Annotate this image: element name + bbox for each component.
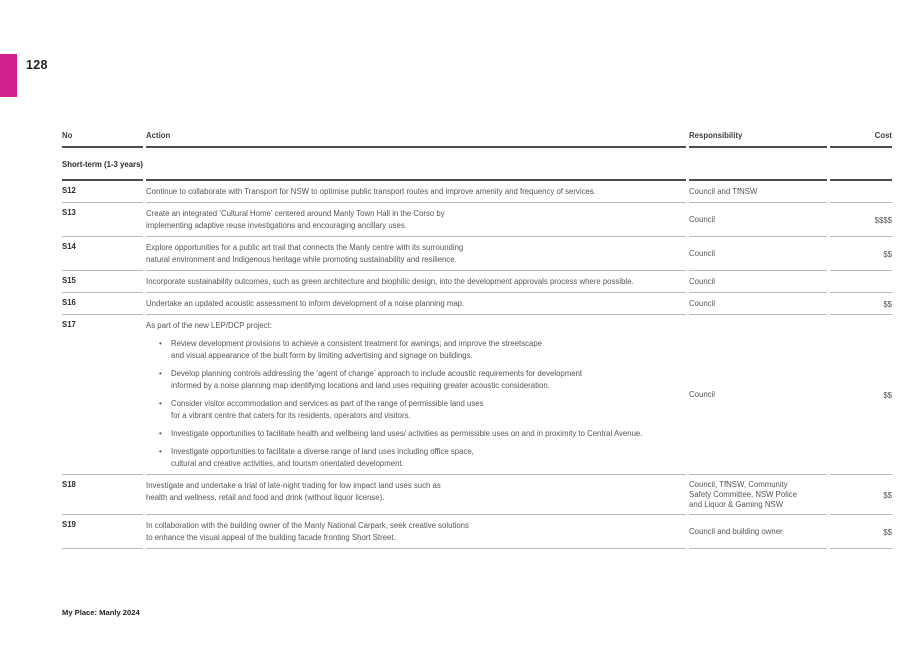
cost-cell: $$$$ [830,203,892,237]
section-label: Short-term (1-3 years) [62,160,144,169]
table-row [62,237,892,271]
row-number: S17 [62,315,143,475]
responsibility-text: Safety Committee, NSW Police [689,490,797,499]
bullet-text: • Investigate opportunities to facilitate a diverse range of land uses including office space, [171,447,474,456]
bullet-text: • Develop planning controls addressing the ‘agent of change’ approach to include acoustic requirements for development [171,369,583,378]
responsibility-text: Council [689,249,716,258]
row-number: S13 [62,203,143,237]
action-text: to enhance the visual appeal of the building facade fronting Short Street. [146,533,396,542]
action-text: Investigate and undertake a trial of late-night trading for low impact land uses such as [146,481,441,490]
action-text: In collaboration with the building owner of the Manly National Carpark, seek creative solutions [146,521,469,530]
action-cell [146,293,686,315]
responsibility-text: Council [689,299,716,308]
action-text: Create an integrated ‘Cultural Home’ centered around Manly Town Hall in the Corso by [146,209,445,218]
action-cell [146,515,686,549]
responsibility-text: and Liquor & Gaming NSW [689,500,784,509]
cost-cell: $$ [830,475,892,515]
responsibility-text: Council [689,215,716,224]
page-number: 128 [26,58,48,72]
responsibility-text: Council and building owner [689,527,783,536]
footer-text: My Place: Manly 2024 [62,608,140,617]
row-number: S18 [62,475,143,515]
responsibility-cell [689,181,827,203]
action-cell [146,237,686,271]
col-header-cost: Cost [830,131,892,148]
action-text: Undertake an updated acoustic assessment to inform development of a noise planning map. [146,299,465,308]
responsibility-cell [689,293,827,315]
bullet-text: and visual appearance of the built form by limiting advertising and signage on buildings. [171,351,473,360]
action-text: natural environment and Indigenous heritage while promoting sustainability and resilience. [146,255,457,264]
cost-cell [830,271,892,293]
cost-cell [830,181,892,203]
col-header-no: No [62,131,143,148]
row-number: S14 [62,237,143,271]
bullet-item [159,368,686,392]
cost-cell: $$ [830,315,892,475]
row-number: S12 [62,181,143,203]
action-intro-text: As part of the new LEP/DCP project: [146,321,272,330]
table-row [62,203,892,237]
action-text: implementing adaptive reuse investigations and encouraging ancillary uses. [146,221,407,230]
action-table [59,131,895,549]
responsibility-text: Council [689,390,716,399]
bullet-item [159,428,686,440]
action-cell [146,271,686,293]
bullet-text: informed by a noise planning map identifying locations and land uses requiring greater acoustic consideration. [171,381,550,390]
responsibility-cell [689,315,827,475]
action-bullet-list [146,338,686,470]
action-cell [146,475,686,515]
action-text: health and wellness, retail and food and drink (without liquor license). [146,493,385,502]
table-row [62,515,892,549]
cost-cell: $$ [830,515,892,549]
responsibility-cell [689,203,827,237]
responsibility-cell [689,475,827,515]
responsibility-cell [689,515,827,549]
bullet-text: cultural and creative activities, and tourism orientated development. [171,459,404,468]
bullet-text: • Review development provisions to achieve a consistent treatment for awnings; and improve the streetscape [171,339,543,348]
row-number: S15 [62,271,143,293]
bullet-text: • Consider visitor accommodation and services as part of the range of permissible land uses [171,399,484,408]
bullet-text: • Investigate opportunities to facilitate health and wellbeing land uses/ activities as permissible uses on and in proximity to Central Avenue. [171,429,643,438]
responsibility-cell [689,271,827,293]
action-text: Incorporate sustainability outcomes, such as green architecture and biophilic design, into the development approvals process where possible. [146,277,634,286]
bullet-item [159,398,686,422]
col-header-responsibility: Responsibility [689,131,827,148]
col-header-action: Action [146,131,686,148]
bullet-item [159,446,686,470]
table-row [62,315,892,475]
responsibility-text: Council, TfNSW, Community [689,480,788,489]
action-cell [146,181,686,203]
cost-cell: $$ [830,293,892,315]
table-row [62,293,892,315]
table-row [62,475,892,515]
action-cell [146,203,686,237]
table-header-row [62,131,892,148]
row-number: S16 [62,293,143,315]
action-text: Continue to collaborate with Transport for NSW to optimise public transport routes and improve amenity and frequency of services. [146,187,596,196]
responsibility-text: Council [689,277,716,286]
cost-cell: $$ [830,237,892,271]
page-accent-bar [0,54,17,97]
bullet-item [159,338,686,362]
bullet-text: for a vibrant centre that caters for its residents, operators and visitors. [171,411,411,420]
table-row [62,271,892,293]
action-text: Explore opportunities for a public art trail that connects the Manly centre with its surrounding [146,243,464,252]
responsibility-text: Council and TfNSW [689,187,758,196]
table-row [62,181,892,203]
action-cell [146,315,686,475]
responsibility-cell [689,237,827,271]
row-number: S19 [62,515,143,549]
section-header-row [62,148,892,181]
